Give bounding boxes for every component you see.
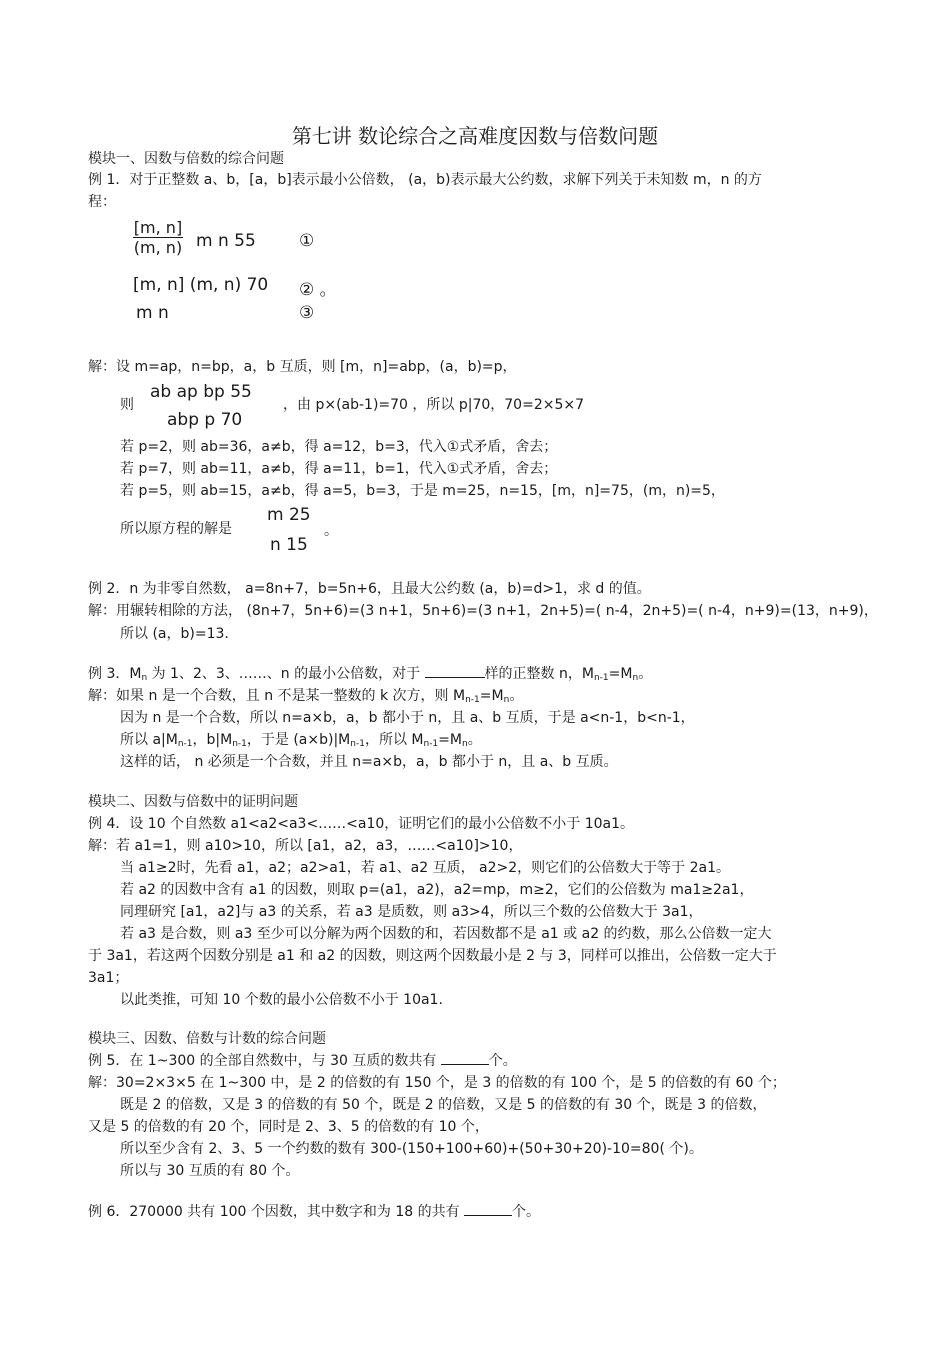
ex3-solution-line2: 因为 n 是一个合数，所以 n=a×b，a，b 都小于 n，且 a、b 互质，于是 a<n-1，b<n-1， [120, 710, 695, 726]
ex1-eq1-denominator: (m, n) [133, 238, 183, 257]
ex3-s3-sub1: n-1 [177, 739, 193, 749]
ex3-sub-n: n [141, 673, 148, 683]
ex1-eq2-tag: ② 。 [299, 280, 337, 300]
ex3-s3-b: ，b|M [192, 732, 233, 748]
ex5-question [88, 1052, 517, 1070]
ex3-answer-blank [425, 665, 485, 678]
ex4-solution-line7: 3a1； [88, 970, 129, 986]
ex1-solution-then: 则 [120, 397, 134, 413]
ex1-eq3-tag: ③ [299, 303, 315, 323]
ex3-s3-sub2: n-1 [232, 739, 247, 749]
ex3-sub-n2: n [632, 673, 639, 683]
ex4-question: 例 4．设 10 个自然数 a1<a2<a3<……<a10，证明它们的最小公倍数不小于 10a1。 [88, 816, 635, 832]
ex3-s1-sub1: n-1 [465, 695, 480, 705]
ex1-eq2: [m, n] (m, n) 70 [133, 275, 269, 295]
ex1-question-line1: 例 1．对于正整数 a、b，[a，b]表示最小公倍数， (a，b)表示最大公约数，求解下列关于未知数 m，n 的方 [88, 172, 762, 188]
ex2-question: 例 2．n 为非零自然数， a=8n+7，b=5n+6，且最大公约数 (a，b)=d>1，求 d 的值。 [88, 581, 651, 597]
ex4-solution-line2: 当 a1≥2时，先看 a1，a2；a2>a1，若 a1、a2 互质， a2>2，则它们的公倍数大于等于 2a1。 [120, 860, 730, 876]
ex1-eq3: m n [136, 303, 169, 323]
ex3-sub-n1: n-1 [593, 673, 609, 683]
ex5-solution-line5: 所以与 30 互质的有 80 个。 [120, 1163, 300, 1179]
ex5-solution-line1: 解：30=2×3×5 在 1~300 中，是 2 的倍数的有 150 个，是 3 的倍数的有 100 个，是 5 的倍数的有 60 个； [88, 1075, 786, 1091]
ex4-solution-line4: 同理研究 [a1，a2]与 a3 的关系，若 a3 是质数，则 a3>4，所以三个数的公倍数大于 3a1， [120, 904, 703, 920]
ex5-solution-line4: 所以至少含有 2、3、5 一个约数的数有 300-(150+100+60)+(50+30+20)-10=80( 个)。 [120, 1141, 703, 1157]
ex3-solution-line3: 所以 $a|M_{n-1}$，$b|M_{n-1}$，于是 $(a\times b)|M_{n-1}$，所以 $M_{n-1}=M_n$。 [120, 732, 482, 749]
ex3-q-end: 。 [638, 666, 653, 682]
ex3-s1-text: 解：如果 n 是一个合数，且 n 不是某一整数的 k 次方，则 M [88, 688, 466, 704]
ex6-answer-blank [464, 1203, 512, 1216]
ex1-solution-line1: 解：设 m=ap，n=bp，a，b 互质，则 [m，n]=abp，(a，b)=p， [88, 359, 517, 375]
ex4-solution-line3: 若 a2 的因数中含有 a1 的因数，则取 p=(a1，a2)，a2=mp，m≥2，它们的公倍数为 ma1≥2a1， [120, 882, 754, 898]
page-title: 第七讲 数论综合之高难度因数与倍数问题 [291, 124, 659, 148]
ex3-s1-end: 。 [509, 688, 524, 704]
ex3-s3-a: 所以 a|M [120, 732, 178, 748]
ex1-answer-m: m 25 [267, 505, 311, 525]
ex1-answer-label: 所以原方程的解是 [120, 521, 232, 537]
ex1-solution-line2: ，由 p×(ab-1)=70 ，所以 p|70，70=2×5×7 [283, 397, 585, 413]
ex5-solution-line2: 既是 2 的倍数，又是 3 的倍数的有 50 个，既是 2 的倍数，又是 5 的倍数的有 30 个，既是 3 的倍数， [120, 1097, 767, 1113]
ex3-s3-d: ，所以 M [364, 732, 424, 748]
ex3-q-mid: 为 1、2、3、……、n 的最小公倍数，对于 [147, 666, 421, 682]
ex3-s1-sub2: n [503, 695, 510, 705]
ex3-q-post: 样的正整数 n，M [484, 666, 594, 682]
ex3-s3-c: ，于是 (a×b)|M [246, 732, 351, 748]
ex1-system-line1: ab ap bp 55 [150, 382, 252, 402]
ex1-system-line2: abp p 70 [167, 410, 243, 430]
ex1-case-p5: 若 p=5，则 ab=15，a≠b，得 a=5，b=3，于是 m=25，n=15，[m，n]=75，(m，n)=5， [120, 483, 725, 499]
ex3-q-pre: 例 3．M [88, 666, 142, 682]
ex3-solution-line4: 这样的话， n 必须是一个合数，并且 n=a×b，a，b 都小于 n，且 a、b 互质。 [120, 754, 618, 770]
module-2-heading: 模块二、因数与倍数中的证明问题 [88, 794, 298, 810]
ex1-eq1-tag: ① [299, 231, 315, 251]
ex1-answer-n: n 15 [270, 535, 308, 555]
ex1-eq1-rest: m n 55 [196, 231, 256, 251]
ex4-solution-line5: 若 a3 是合数，则 a3 至少可以分解为两个因数的和，若因数都不是 a1 或 a2 的约数，那么公倍数一定大 [120, 926, 772, 942]
ex1-answer-end: 。 [324, 523, 338, 539]
ex5-q-end: 个。 [488, 1053, 517, 1069]
ex4-solution-line8: 以此类推，可知 10 个数的最小公倍数不小于 10a1. [120, 992, 443, 1008]
ex1-case-p2: 若 p=2，则 ab=36，a≠b，得 a=12，b=3，代入①式矛盾，舍去； [120, 439, 558, 455]
ex3-s3-sub5: n [461, 739, 468, 749]
ex5-q-text: 例 5．在 1~300 的全部自然数中，与 30 互质的数共有 [88, 1053, 437, 1069]
ex4-solution-line1: 解：若 a1=1，则 a10>10，所以 [a1，a2，a3，……<a10]>10， [88, 838, 523, 854]
ex4-solution-line6: 于 3a1，若这两个因数分别是 a1 和 a2 的因数，则这两个因数最小是 2 与 3，同样可以推出，公倍数一定大于 [88, 948, 777, 964]
ex6-q-end: 个。 [512, 1204, 541, 1220]
ex6-q-text: 例 6．270000 共有 100 个因数，其中数字和为 18 的共有 [88, 1204, 460, 1220]
ex3-s3-e: 。 [467, 732, 482, 748]
ex2-solution-line1: 解：用辗转相除的方法， (8n+7，5n+6)=(3 n+1，5n+6)=(3 n+1，2n+5)=( n-4，2n+5)=( n-4，n+9)=(13，n+9)， [88, 603, 878, 619]
ex5-answer-blank [441, 1052, 489, 1065]
ex1-eq1-fraction [133, 218, 183, 257]
ex1-question-line2: 程： [88, 194, 116, 210]
ex3-question: 例 3．$M_n$ 为 1、2、3、……、n 的最小公倍数，对于 样的正整数 n，$M_{n-1}=M_n$。 [88, 666, 653, 683]
ex1-eq1-numerator: [m, n] [133, 218, 183, 237]
module-3-heading: 模块三、因数、倍数与计数的综合问题 [88, 1031, 326, 1047]
ex1-case-p7: 若 p=7，则 ab=11，a≠b，得 a=11，b=1，代入①式矛盾，舍去； [120, 461, 558, 477]
ex6-question [88, 1203, 540, 1221]
module-1-heading: 模块一、因数与倍数的综合问题 [88, 151, 284, 167]
ex3-s3-sub4: n-1 [423, 739, 439, 749]
ex5-solution-line3: 又是 5 的倍数的有 20 个，同时是 2、3、5 的倍数的有 10 个， [88, 1119, 489, 1135]
ex3-solution-line1: 解：如果 n 是一个合数，且 n 不是某一整数的 k 次方，则 $M_{n-1}=M_n$。 [88, 688, 524, 705]
ex3-s3-sub3: n-1 [350, 739, 365, 749]
ex2-solution-line2: 所以 (a，b)=13. [120, 626, 229, 642]
